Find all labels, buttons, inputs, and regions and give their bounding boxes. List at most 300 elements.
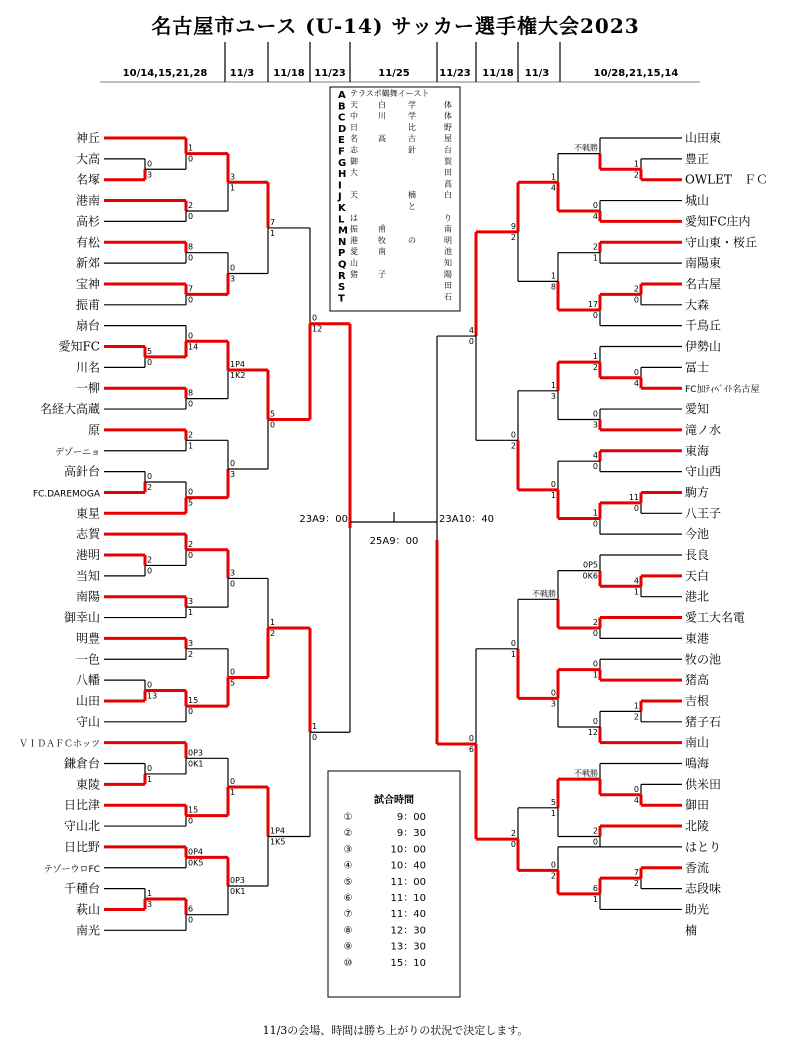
score-label: 0 [312, 733, 318, 743]
team-name-left: 一色 [75, 652, 100, 667]
venue-name: 南 [378, 247, 386, 257]
venue-letter: G [338, 157, 347, 169]
score-label: 1 [270, 617, 276, 627]
venue-name: 日 [350, 122, 358, 132]
score-label: 1 [550, 808, 556, 818]
team-name-right: 南陽東 [685, 256, 722, 271]
score-label: 6 [188, 904, 194, 914]
venue-name: 牧 [378, 235, 386, 245]
score-label: 0 [468, 337, 474, 347]
venue-name: の [408, 235, 416, 245]
score-label: 1 [312, 722, 318, 732]
score-label: 5 [147, 346, 153, 356]
venue-name: 針 [408, 145, 416, 155]
venue-name: 白 [444, 190, 452, 200]
venue-letter: Q [338, 259, 347, 271]
schedule-number: ① [343, 812, 353, 823]
score-label: 1 [188, 608, 194, 618]
team-name-right: 猪子石 [685, 714, 722, 729]
score-label: 1 [592, 670, 598, 680]
score-label: 0 [147, 159, 153, 169]
score-label: 4 [633, 576, 639, 586]
schedule-time: 9：00 [396, 812, 426, 823]
team-name-right: 志段味 [685, 881, 722, 896]
score-label: 1 [633, 159, 639, 169]
schedule-number: ② [343, 828, 353, 840]
score-label: 0 [592, 659, 598, 669]
team-name-right: 港北 [685, 589, 710, 604]
score-label: 1 [592, 894, 598, 904]
score-label: 3 [147, 900, 153, 910]
venue-name: 古 [408, 134, 416, 144]
team-name-left: 川名 [75, 360, 100, 375]
team-name-left: 原 [87, 422, 100, 437]
score-label: 2 [592, 826, 598, 836]
footnote: 11/3の会場、時間は勝ち上がりの状況で決定します。 [262, 1024, 529, 1037]
venue-name: 田 [444, 168, 452, 178]
team-name-right: 愛工大名電 [685, 610, 746, 625]
score-label: 3 [147, 170, 153, 180]
venue-name: 学 [408, 100, 416, 110]
round-date: 10/14,15,21,28 [122, 68, 208, 79]
venue-letter: E [338, 135, 345, 147]
team-name-right: 東海 [685, 443, 710, 458]
team-name-right: 名古屋 [685, 276, 722, 291]
team-name-right: 香流 [685, 860, 710, 875]
score-label: 1 [230, 183, 236, 193]
score-label: 1 [592, 352, 598, 362]
schedule-number: ⑧ [343, 925, 353, 937]
venue-name: と [408, 202, 416, 211]
score-label: 3 [592, 420, 598, 430]
team-name-left: 有松 [75, 235, 100, 250]
score-label: 0P3 [230, 875, 246, 885]
score-label: 0 [468, 733, 474, 743]
venue-name: 体 [444, 111, 452, 121]
schedule-number: ④ [343, 860, 353, 872]
venue-name: 石 [444, 292, 452, 302]
team-name-right: 豊正 [685, 151, 710, 166]
venue-name: 天 [350, 190, 358, 200]
score-label: 2 [550, 871, 556, 881]
score-label: 5 [270, 409, 276, 419]
score-label: 9 [510, 221, 516, 231]
score-label: 4 [633, 378, 639, 388]
score-label: 6 [468, 744, 474, 754]
team-name-left: デゾーニョ [55, 447, 100, 458]
team-name-left: FC.DAREMOGA [32, 489, 100, 500]
team-name-right: 牧の池 [685, 652, 722, 667]
team-name-right: 滝ノ水 [685, 422, 722, 437]
venue-name: り [444, 213, 452, 223]
score-label: 2 [147, 483, 153, 493]
score-label: 0 [147, 763, 153, 773]
team-name-right: 愛知 [685, 402, 710, 417]
team-name-right: 南山 [685, 735, 710, 750]
score-label: 2 [270, 628, 276, 638]
venue-name: 高 [444, 179, 452, 189]
team-name-left: 八幡 [75, 673, 100, 688]
team-name-left: 宝神 [75, 276, 100, 291]
score-label: 0 [592, 311, 598, 321]
team-name-right: FC加ﾃｨﾍﾞｲﾄ名古屋 [685, 385, 760, 396]
round-date: 11/3 [229, 68, 255, 79]
team-name-left: 名経大高蔵 [39, 402, 100, 417]
score-label: 3 [188, 638, 194, 648]
venue-name: 振 [350, 224, 358, 234]
team-name-right: 八王子 [685, 506, 722, 521]
score-label: 0 [510, 638, 516, 648]
score-label: 1 [230, 787, 236, 797]
score-label: 1 [188, 441, 194, 451]
team-name-left: 扇台 [75, 318, 100, 333]
score-label: 0 [592, 837, 598, 847]
score-label: 3 [230, 172, 236, 182]
score-label: 1 [592, 253, 598, 263]
venue-name: 甫 [378, 224, 386, 234]
score-label: 0 [230, 667, 236, 677]
venue-name: 比 [408, 122, 416, 132]
venue-name: 陽 [444, 269, 452, 279]
score-label: 1 [550, 271, 556, 281]
score-label: 8 [188, 388, 194, 398]
venue-name: 山 [350, 258, 358, 268]
venue-name: 野 [444, 122, 452, 132]
team-name-left: 南光 [75, 923, 100, 938]
score-label: 2 [633, 712, 639, 722]
venue-name: 賀 [444, 156, 452, 166]
score-label: 0 [550, 860, 556, 870]
venue-name: 港 [350, 235, 358, 245]
venue-name: 志 [350, 145, 358, 155]
score-label: 1 [188, 143, 194, 153]
schedule-time: 10：40 [390, 860, 426, 872]
round-date: 11/18 [273, 68, 305, 79]
score-label: 0 [147, 357, 153, 367]
score-label: 13 [147, 691, 158, 701]
score-label: 0 [188, 487, 194, 497]
team-name-left: 当知 [75, 568, 100, 583]
score-label: 4 [592, 451, 598, 461]
venue-name: 知 [444, 258, 452, 268]
team-name-right: 天白 [685, 568, 710, 583]
score-label: 1 [270, 228, 276, 238]
venue-name: 子 [378, 269, 386, 279]
venue-name: 楠 [408, 190, 416, 200]
venue-name: 中 [350, 111, 358, 121]
team-name-right: OWLET ＦＣ [685, 172, 768, 187]
score-label: 15 [188, 805, 199, 815]
venue-letter: K [338, 203, 346, 214]
score-label: 2 [188, 539, 194, 549]
score-label: 2 [188, 430, 194, 440]
score-label: 11 [628, 492, 639, 502]
score-label: 0 [510, 430, 516, 440]
score-label: 8 [188, 242, 194, 252]
team-name-right: 伊勢山 [685, 339, 722, 354]
venue-letter: H [338, 169, 347, 181]
venue-letter: S [338, 282, 346, 294]
venue-name: 猪 [350, 269, 358, 279]
score-label: 0 [312, 313, 318, 323]
venue-name: 川 [378, 111, 386, 121]
score-label: 1 [592, 508, 598, 518]
team-name-right: はとり [685, 839, 722, 854]
score-label: 1 [510, 649, 516, 659]
score-label: 0 [633, 784, 639, 794]
team-name-left: 新郊 [75, 256, 100, 271]
venue-name: 田 [444, 281, 452, 291]
semi-left-time: 23A9：00 [299, 514, 348, 525]
score-label: 0 [592, 200, 598, 210]
team-name-left: 山田 [75, 693, 100, 708]
team-name-left: 東星 [75, 506, 100, 521]
schedule-time: 11：40 [390, 909, 426, 921]
score-label: 7 [270, 217, 276, 227]
team-name-right: 守山東・桜丘 [685, 235, 758, 250]
score-label: 3 [188, 597, 194, 607]
venue-name: 名 [350, 134, 358, 144]
score-label: 0 [147, 566, 153, 576]
schedule-box [328, 771, 460, 997]
team-name-right: 駒方 [685, 485, 710, 500]
score-label: 0 [270, 420, 276, 430]
venue-name: 大 [350, 168, 358, 178]
venue-name: 白 [378, 100, 386, 110]
venue-letter: L [338, 214, 345, 226]
score-label: 2 [633, 170, 639, 180]
venue-letter: N [338, 236, 347, 248]
score-label: 1K5 [270, 837, 286, 847]
venue-letter: R [338, 270, 346, 282]
final-area [299, 512, 494, 547]
score-label: 0 [188, 253, 194, 263]
score-label: 1 [147, 774, 153, 784]
score-label: 0 [633, 503, 639, 513]
schedule-number: ⑦ [343, 909, 353, 921]
score-label: 0K5 [188, 858, 204, 868]
schedule-number: ③ [343, 844, 353, 856]
score-label: 2 [510, 829, 516, 839]
score-label: 1 [147, 889, 153, 899]
score-label: 14 [188, 342, 199, 352]
score-label: 0P4 [188, 847, 204, 857]
team-name-right: 鳴海 [685, 756, 710, 771]
team-name-right: 冨士 [685, 360, 710, 375]
venue-name: 南 [444, 224, 452, 234]
score-label: 0 [147, 472, 153, 482]
score-label: 0 [188, 915, 194, 925]
score-label: 0K6 [582, 571, 598, 581]
schedule-time: 15：10 [390, 957, 426, 969]
score-label: 0 [550, 479, 556, 489]
venue-letter: C [338, 112, 346, 124]
score-label: 3 [230, 274, 236, 284]
team-name-left: 愛知FC [58, 339, 100, 354]
score-label: 8 [550, 282, 556, 292]
team-name-left: 大高 [75, 151, 100, 166]
score-label: 0 [188, 707, 194, 717]
venue-letter: J [338, 191, 342, 203]
score-label: 0 [230, 458, 236, 468]
team-name-left: 守山 [75, 714, 100, 729]
schedule-time: 11：00 [390, 876, 426, 888]
team-name-left: 一柳 [75, 381, 100, 396]
score-label: 0 [188, 399, 194, 409]
team-name-right: 供米田 [685, 777, 722, 792]
score-label: 0 [188, 331, 194, 341]
schedule-time: 12：30 [390, 925, 426, 937]
venue-letter: I [338, 180, 342, 192]
team-name-left: 名塚 [75, 172, 100, 187]
team-name-left: 高針台 [63, 464, 100, 479]
team-name-left: 神丘 [75, 131, 100, 145]
team-name-left: 港明 [75, 548, 100, 562]
score-label: 2 [592, 363, 598, 373]
schedule-time: 13：30 [390, 941, 426, 953]
team-name-right: 千鳥丘 [685, 318, 722, 333]
semi-right-time: 23A10：40 [439, 514, 495, 525]
team-name-left: 日比野 [63, 839, 100, 854]
score-label: 1K2 [230, 370, 246, 380]
score-label: 2 [592, 242, 598, 252]
score-label: 1 [633, 587, 639, 597]
page-title: 名古屋市ユース (U-14) サッカー選手権大会2023 [151, 14, 640, 38]
team-name-left: 守山北 [63, 819, 100, 834]
team-name-right: 猪高 [685, 673, 710, 688]
venue-name: 池 [444, 247, 452, 257]
score-label: 1 [633, 701, 639, 711]
venue-letter: F [338, 146, 345, 158]
venue-letter: M [338, 225, 348, 237]
venue-name: 愛 [350, 247, 358, 257]
score-label: 0 [188, 154, 194, 164]
score-label: 0K1 [230, 886, 246, 896]
venue-name: は [350, 213, 358, 223]
score-label: 0 [510, 840, 516, 850]
score-label: 0 [592, 409, 598, 419]
score-label: 7 [188, 284, 194, 294]
team-name-right: 長良 [685, 548, 710, 562]
venue-name: 体 [444, 100, 452, 110]
score-label: 12 [587, 728, 598, 738]
score-label: 1 [550, 172, 556, 182]
team-name-left: 明豊 [75, 631, 100, 646]
venue-name: 台 [444, 145, 452, 155]
schedule-number: ⑩ [343, 957, 353, 969]
team-name-right: 愛知FC庄内 [685, 214, 751, 229]
team-name-right: 城山 [685, 193, 710, 208]
score-label: 0 [188, 295, 194, 305]
score-label: 3 [550, 391, 556, 401]
score-label: 0 [188, 211, 194, 221]
score-label: 2 [147, 555, 153, 565]
score-label: 4 [633, 795, 639, 805]
score-label: 0 [592, 628, 598, 638]
score-label: 0 [592, 462, 598, 472]
venue-letter: D [338, 123, 347, 135]
score-label: 4 [468, 326, 474, 336]
team-name-left: 高杉 [75, 214, 100, 229]
venue-name: 屋 [444, 134, 452, 144]
score-label: 0 [633, 295, 639, 305]
score-label: 0 [188, 550, 194, 560]
schedule-time: 9：30 [396, 828, 426, 840]
venue-letter: A [338, 90, 346, 101]
venue-legend [330, 87, 460, 311]
venue-letter: T [338, 293, 345, 305]
team-name-right: 吉根 [685, 693, 710, 708]
score-label: 1 [550, 490, 556, 500]
round-date: 11/23 [439, 68, 471, 79]
team-name-right: 助光 [685, 902, 710, 917]
round-dates [100, 42, 700, 82]
default-win-label: 不戦勝 [574, 143, 598, 153]
team-name-right: 楠 [685, 923, 698, 938]
team-name-right: 守山西 [685, 464, 722, 479]
score-label: 2 [510, 232, 516, 242]
team-name-left: ＶＩＤＡＦＣホッツ [18, 739, 100, 750]
score-label: 0 [188, 816, 194, 826]
team-name-left: テゾーウロFC [43, 864, 100, 875]
score-label: 2 [633, 879, 639, 889]
score-label: 3 [230, 568, 236, 578]
score-label: 1P4 [230, 359, 246, 369]
venue-name: 明 [444, 235, 452, 245]
score-label: 5 [188, 498, 194, 508]
default-win-label: 不戦勝 [574, 769, 598, 779]
team-name-right: 山田東 [685, 131, 722, 145]
team-name-right: 大森 [685, 297, 710, 312]
schedule-number: ⑨ [343, 941, 353, 953]
score-label: 5 [230, 678, 236, 688]
score-label: 4 [592, 211, 598, 221]
score-label: 0 [550, 688, 556, 698]
team-name-left: 日比津 [63, 798, 100, 813]
team-name-left: 港南 [75, 193, 100, 208]
score-label: 4 [550, 183, 556, 193]
score-label: 0 [230, 263, 236, 273]
venue-letter: P [338, 248, 346, 260]
venue-name: 御 [350, 156, 358, 166]
round-date: 11/3 [524, 68, 550, 79]
venue-letter: B [338, 101, 346, 113]
score-label: 7 [633, 868, 639, 878]
schedule-title: 試合時間 [374, 795, 414, 806]
venue-name: テラスポ鶴舞イースト [350, 89, 430, 98]
team-name-right: 北陵 [685, 819, 710, 834]
score-label: 15 [188, 696, 199, 706]
team-name-left: 志賀 [75, 527, 100, 542]
schedule-time: 10：00 [390, 844, 426, 856]
schedule-number: ⑤ [343, 876, 353, 888]
score-label: 0P5 [582, 560, 598, 570]
final-time: 25A9：00 [369, 536, 419, 547]
score-label: 3 [230, 469, 236, 479]
venue-name: 学 [408, 111, 416, 121]
team-name-left: 南陽 [75, 589, 100, 604]
round-date: 11/23 [314, 68, 346, 79]
team-name-right: 今池 [685, 527, 710, 542]
score-label: 2 [510, 441, 516, 451]
schedule-number: ⑥ [343, 893, 353, 904]
venue-name: 高 [378, 134, 386, 144]
team-name-left: 御幸山 [63, 610, 100, 625]
score-label: 0 [230, 776, 236, 786]
venue-name: 天 [350, 100, 358, 110]
team-name-left: 萩山 [75, 902, 100, 917]
score-label: 2 [592, 617, 598, 627]
